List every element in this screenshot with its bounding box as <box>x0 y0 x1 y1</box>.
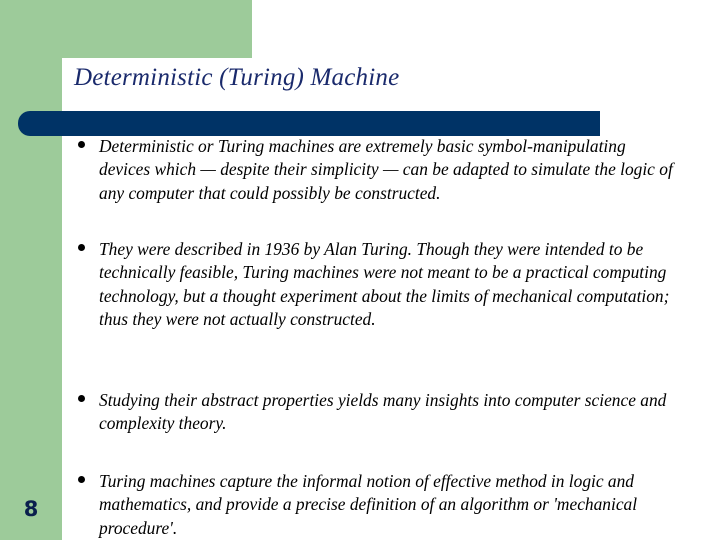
bullet-text: They were described in 1936 by Alan Turing. Though they were intended to be technically feasible, Turing machines were not meant to be a practical computing technology, but a thought experiment about the limits of mechanical computation; thus they were not actually constructed. <box>99 239 670 330</box>
green-header-decoration <box>0 0 252 58</box>
bullet-dot-icon <box>78 395 85 402</box>
green-sidebar-decoration <box>0 0 62 540</box>
bullet-text: Turing machines capture the informal notion of effective method in logic and mathematics, and provide a precise definition of an algorithm or 'mechanical procedure'. <box>99 471 638 538</box>
bullet-dot-icon <box>78 476 85 483</box>
slide-number: 8 <box>23 497 39 521</box>
bullet-dot-icon <box>78 141 85 148</box>
title-underline-bar <box>18 111 600 136</box>
slide-title: Deterministic (Turing) Machine <box>74 64 400 91</box>
bullet-dot-icon <box>78 244 85 251</box>
bullet-text: Studying their abstract properties yields many insights into computer science and complexity theory. <box>99 390 667 434</box>
bullet-text: Deterministic or Turing machines are extremely basic symbol-manipulating devices which — despite their simplicity — can be adapted to simulate the logic of any computer that could possibly be constructed. <box>99 136 673 203</box>
